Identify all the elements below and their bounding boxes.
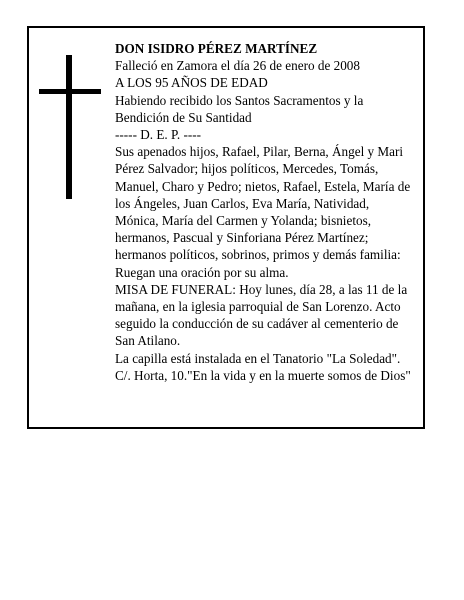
chapel-line-2: C/. Horta, 10."En la vida y en la muerte somos de Dios" bbox=[115, 367, 411, 383]
family-line-7: hermanos políticos, sobrinos, primos y demás familia: bbox=[115, 247, 401, 263]
notice-text bbox=[115, 40, 427, 384]
cross-horizontal-bar bbox=[39, 89, 101, 94]
funeral-mass-line-1: MISA DE FUNERAL: Hoy lunes, día 28, a las 11 de la bbox=[115, 281, 408, 297]
funeral-mass-line-3: seguido la conducción de su cadáver al cementerio de bbox=[115, 316, 399, 332]
prayer-request-line: Ruegan una oración por su alma. bbox=[115, 264, 289, 280]
family-line-1: Sus apenados hijos, Rafael, Pilar, Berna, Ángel y Mari bbox=[115, 144, 404, 160]
obituary-notice bbox=[27, 26, 425, 429]
family-line-5: Mónica, María del Carmen y Yolanda; bisnietos, bbox=[115, 213, 372, 229]
sacraments-line-2: Bendición de Su Santidad bbox=[115, 109, 252, 125]
funeral-mass-line-2: mañana, en la iglesia parroquial de San Lorenzo. Acto bbox=[115, 299, 401, 315]
age-line: A LOS 95 AÑOS DE EDAD bbox=[115, 75, 268, 91]
cross-vertical-bar bbox=[66, 55, 72, 199]
family-line-6: hermanos, Pascual y Sinforiana Pérez Martínez; bbox=[115, 230, 369, 246]
chapel-line-1: La capilla está instalada en el Tanatorio "La Soledad". bbox=[115, 350, 401, 366]
family-line-3: Manuel, Charo y Pedro; nietos, Rafael, Estela, María de bbox=[115, 178, 411, 194]
latin-cross-icon bbox=[39, 55, 101, 199]
family-line-2: Pérez Salvador; hijos políticos, Mercedes, Tomás, bbox=[115, 161, 379, 177]
rip-line: ----- D. E. P. ---- bbox=[115, 127, 202, 143]
deceased-name: DON ISIDRO PÉREZ MARTÍNEZ bbox=[115, 41, 318, 56]
death-date-line: Falleció en Zamora el día 26 de enero de 2008 bbox=[115, 58, 360, 74]
sacraments-line-1: Habiendo recibido los Santos Sacramentos y la bbox=[115, 92, 364, 108]
funeral-mass-line-4: San Atilano. bbox=[115, 333, 181, 349]
family-line-4: los Ángeles, Juan Carlos, Eva María, Natividad, bbox=[115, 195, 370, 211]
